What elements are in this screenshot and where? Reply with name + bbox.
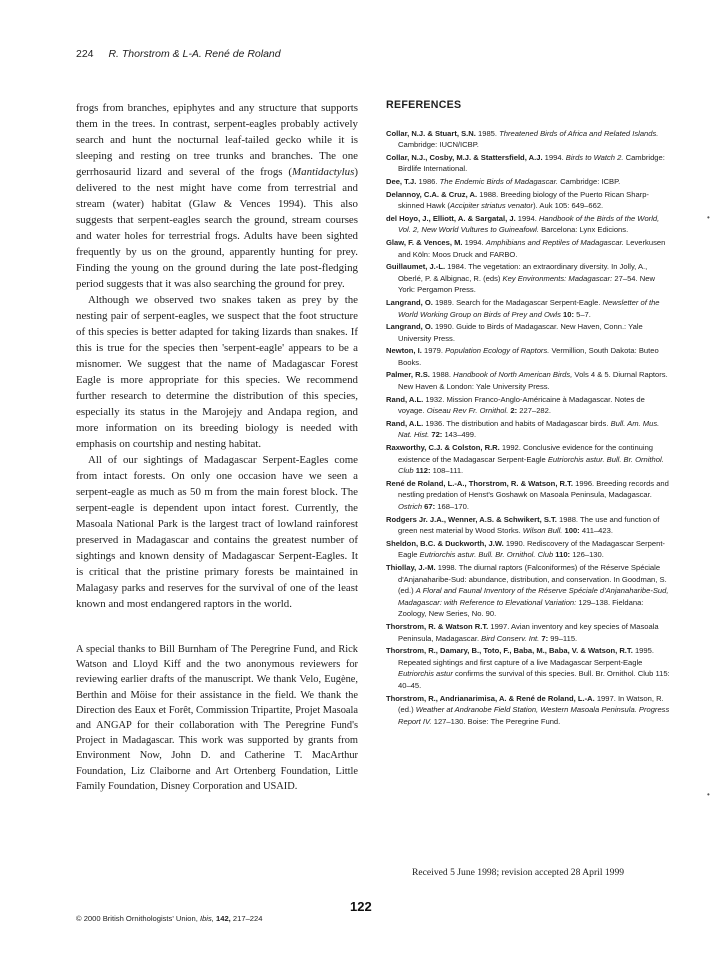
- reference-authors: Rand, A.L.: [386, 394, 424, 404]
- reference-rest: Vols 4 & 5. Diurnal Raptors. New Haven & London: Yale University Press.: [398, 370, 668, 392]
- reference-volume: 7:: [539, 633, 549, 643]
- reference-text: 1992. Conclusive evidence for the continuing existence of the Madagascar Serpent-Eagle: [398, 443, 654, 464]
- reference-title: Key Environments: Madagascar:: [502, 273, 613, 283]
- body-paragraph-1-text: frogs from branches, epiphytes and any structure that supports them in the trees. In contrast, serpent-eagles probably actively search and hunt the nocturnal leaf-tailed gecko while it is sleeping and resting on tree trunks and branches. The one gerrhosaurid lizard and several of the frogs (: [76, 102, 358, 178]
- reference-authors: Newton, I.: [386, 346, 422, 356]
- reference-entry: [386, 645, 672, 691]
- reference-title: Wilson Bull.: [522, 526, 563, 536]
- genus-name: Mantidactylus: [292, 166, 355, 178]
- body-paragraph-1-rest: ) delivered to the nest might have come from terrestrial and stream (water) habitat (Glaw & Vences 1994). This also suggests that serpent-eagles search the ground, stream courses and water holes for terrestrial frogs. Adults have been sighted frequently by us on the ground, apparently hunting for prey. Finding the young on the ground during the late post-fledging period suggests that it was also searching the ground for prey.: [76, 166, 358, 290]
- reference-entry: [386, 418, 672, 441]
- reference-volume: 2:: [508, 406, 518, 416]
- reference-volume: 112:: [413, 466, 431, 476]
- reference-volume: 10:: [560, 309, 574, 319]
- footer-journal: Ibis,: [199, 914, 214, 923]
- received-note: Received 5 June 1998; revision accepted 28 April 1999: [412, 867, 625, 878]
- reference-rest: 99–115.: [548, 633, 578, 643]
- reference-authors: René de Roland, L.-A., Thorstrom, R. & Watson, R.T.: [386, 478, 574, 488]
- reference-text: 1979.: [421, 346, 446, 356]
- body-text-column: [76, 100, 358, 794]
- reference-text: 1986.: [416, 176, 440, 186]
- reference-title: Bird Conserv. Int.: [481, 633, 540, 643]
- reference-authors: Sheldon, B.C. & Duckworth, J.W.: [386, 538, 504, 548]
- reference-title: Bull. Am. Mus. Nat. Hist.: [398, 418, 660, 440]
- footer-pages: 217–224: [230, 914, 263, 923]
- header-authors: R. Thorstrom & L-A. René de Roland: [108, 48, 281, 60]
- reference-entry: [386, 514, 672, 537]
- reference-entry: [386, 297, 672, 320]
- reference-rest: Leverkusen and Köln: Moos Druck and FARBO.: [398, 237, 666, 259]
- reference-title: The Endemic Birds of Madagascar.: [439, 176, 558, 186]
- reference-rest: Vermillion, South Dakota: Buteo Books.: [398, 346, 659, 367]
- reference-title: Eutriorchis astur. Bull. Br. Ornithol. Club: [398, 454, 664, 476]
- reference-title: Birds to Watch 2.: [565, 152, 624, 162]
- reference-title: Amphibians and Reptiles of Madagascar.: [485, 237, 624, 247]
- running-header: [76, 48, 281, 60]
- reference-entry: [386, 621, 672, 644]
- reference-entry: [386, 345, 672, 368]
- reference-title: Weather at Andranobe Field Station, Western Masoala Peninsula. Progress Report IV.: [398, 705, 670, 726]
- reference-rest: 129–138. Fieldana: Zoology, New Series, No. 90.: [398, 597, 644, 619]
- reference-title: Eutriorchis astur. Bull. Br. Ornithol. Club: [419, 550, 554, 560]
- reference-volume: 67:: [422, 502, 436, 511]
- reference-authors: Thiollay, J.-M.: [386, 562, 436, 572]
- reference-rest: 168–170.: [435, 502, 469, 511]
- reference-rest: ). Auk 105: 649–662.: [533, 201, 604, 211]
- header-page-number: 224: [76, 48, 94, 60]
- reference-authors: Thorstrom, R., Andrianarimisa, A. & René de Roland, L.-A.: [386, 693, 595, 703]
- center-page-number: 122: [350, 899, 372, 914]
- reference-text: 1988. Breeding biology of the Puerto Rican Sharp-skinned Hawk (: [398, 189, 649, 211]
- reference-volume: 110:: [553, 550, 571, 560]
- reference-entry: [386, 693, 672, 728]
- reference-rest: confirms the survival of this species. Bull. Br. Ornithol. Club 115: 40–45.: [398, 669, 670, 690]
- reference-rest: 108–111.: [430, 466, 464, 476]
- reference-entry: [386, 478, 672, 513]
- references-heading: REFERENCES: [386, 99, 462, 111]
- reference-rest: 227–282.: [517, 406, 551, 416]
- reference-rest: 27–54. New York: Pergamon Press.: [398, 273, 655, 295]
- reference-authors: Raxworthy, C.J. & Colston, R.R.: [386, 443, 500, 453]
- reference-title: A Floral and Faunal Inventory of the Réserve Spéciale d'Anjanaharibe-Sud, Madagascar: with Reference to Elevational Variation:: [398, 586, 669, 607]
- reference-text: 1932. Mission Franco-Anglo-Américaine à Madagascar. Notes de voyage.: [398, 394, 645, 416]
- reference-entry: [386, 189, 672, 212]
- reference-authors: Guillaumet, J.-L.: [386, 262, 446, 272]
- reference-volume: 100:: [562, 526, 580, 536]
- reference-entry: [386, 261, 672, 296]
- reference-text: 1998. The diurnal raptors (Falconiformes) of the Réserve Spéciale d'Anjanaharibe-Sud: abundance, distribution, and conservation. In Goodman, S. (ed.): [398, 562, 667, 596]
- reference-title: Handbook of North American Birds,: [453, 370, 573, 380]
- reference-authors: Thorstrom, R. & Watson R.T.: [386, 621, 489, 631]
- reference-rest: Cambridge: IUCN/ICBP.: [398, 140, 479, 150]
- margin-mark: •: [707, 790, 710, 799]
- body-paragraph-3: All of our sightings of Madagascar Serpent-Eagles come from intact forests. On only one occasion have we seen a serpent-eagle as much as 50 m from the main forest block. The serpent-eagle is dependent upon intact forest. Currently, the Masoala National Park is the largest tract of lowland rainforest preserved in Madagascar and contains the greatest number of sightings and known density of Madagascar Serpent-Eagles. It is critical that the pristine primary forests be maintained in Malagasy parks and reserves for the survival of one of the least known and most endangered raptors in the world.: [76, 454, 358, 610]
- reference-rest: 143–499.: [442, 430, 477, 440]
- reference-text: 1990. Rediscovery of the Madagascar Serpent-Eagle: [398, 538, 665, 560]
- reference-text: 1994.: [462, 237, 486, 247]
- reference-title: Newsletter of the World Working Group on Birds of Prey and Owls: [398, 297, 660, 319]
- reference-text: 1936. The distribution and habits of Madagascar birds.: [423, 418, 611, 428]
- reference-volume: 72:: [429, 430, 443, 440]
- reference-rest: 126–130.: [570, 550, 604, 560]
- reference-entry: [386, 321, 672, 344]
- reference-rest: 411–423.: [579, 526, 613, 536]
- reference-authors: Collar, N.J., Cosby, M.J. & Stattersfield, A.J.: [386, 152, 543, 162]
- reference-text: 1988. The use and function of green nest material by Wood Storks.: [398, 514, 660, 536]
- reference-rest: 5–7.: [574, 309, 591, 319]
- references-column: [386, 100, 672, 728]
- body-paragraph-1: [76, 100, 358, 292]
- reference-text: 1985.: [475, 128, 500, 138]
- reference-authors: del Hoyo, J., Elliott, A. & Sargatal, J.: [386, 213, 516, 223]
- reference-entry: [386, 562, 672, 620]
- reference-authors: Delannoy, C.A. & Cruz, A.: [386, 189, 478, 199]
- reference-text: 1994.: [515, 213, 539, 223]
- reference-text: 1995. Repeated sightings and first capture of a live Madagascar Serpent-Eagle: [398, 646, 654, 667]
- reference-entry: [386, 369, 672, 392]
- reference-entry: [386, 237, 672, 260]
- reference-text: 1989. Search for the Madagascar Serpent-Eagle.: [432, 297, 603, 307]
- acknowledgements: A special thanks to Bill Burnham of The Peregrine Fund, and Rick Watson and Lloyd Kiff and the two anonymous reviewers for reviewing earlier drafts of the manuscript. We thank Velo, Eugène, Berthin and Möise for their assistance in the field. We thank the Direction des Eaux et Forêt, Commission Tripartite, Projet Masoala and ANGAP for their collaboration with The Peregrine Fund's Project in Madagascar. This work was supported by grants from Environment Now, John D. and Catherine T. MacArthur Foundation, Liz Claiborne and Art Ortenberg Foundation, Little Family Foundation, Disney Corporation and USAID.: [76, 644, 358, 792]
- reference-rest: Barcelona: Lynx Edicions.: [538, 225, 629, 235]
- copyright-footer: [76, 914, 262, 923]
- reference-title: Eutriorchis astur: [398, 669, 453, 679]
- reference-text: 1988.: [429, 370, 454, 380]
- reference-title: Accipiter striatus venator: [449, 201, 534, 211]
- reference-entry: [386, 213, 672, 236]
- reference-title: Population Ecology of Raptors.: [445, 346, 550, 356]
- footer-copyright: © 2000 British Ornithologists' Union,: [76, 914, 200, 923]
- reference-list: [386, 128, 672, 728]
- reference-text: 1984. The vegetation: an extraordinary diversity. In Jolly, A., Oberlé, P. & Albignac, R. (eds): [398, 262, 648, 283]
- footer-volume: 142,: [213, 914, 231, 923]
- reference-authors: Collar, N.J. & Stuart, S.N.: [386, 128, 476, 138]
- reference-authors: Rodgers Jr. J.A., Wenner, A.S. & Schwikert, S.T.: [386, 514, 557, 524]
- reference-authors: Langrand, O.: [386, 297, 433, 307]
- reference-entry: [386, 538, 672, 561]
- reference-entry: [386, 394, 672, 417]
- reference-authors: Langrand, O.: [386, 322, 433, 332]
- reference-rest: Cambridge: Birdlife International.: [398, 152, 665, 174]
- reference-text: 1994.: [542, 152, 566, 162]
- body-paragraph-2: Although we observed two snakes taken as prey by the nesting pair of serpent-eagles, we suspect that the foot structure of this species is better adapted for taking lizards than snakes. If this is true for the species then 'serpent-eagle' appears to be a misnomer. We suggest that the name of Madagascar Forest Eagle is more appropriate for this species. We recommend further research to determine the distribution of this species, especially its status in the Marojejy and Andapa region, and more information on its breeding biology is needed with emphasis on courtship and nesting habitat.: [76, 294, 358, 450]
- reference-rest: Cambridge: ICBP.: [557, 176, 621, 186]
- reference-entry: [386, 176, 672, 188]
- reference-title: Threatened Birds of Africa and Related Islands.: [499, 128, 659, 138]
- reference-entry: [386, 152, 672, 175]
- reference-authors: Rand, A.L.: [386, 418, 424, 428]
- reference-rest: 127–130. Boise: The Peregrine Fund.: [431, 716, 561, 726]
- reference-authors: Thorstrom, R., Damary, B., Toto, F., Baba, M., Baba, V. & Watson, R.T.: [386, 646, 633, 656]
- reference-authors: Palmer, R.S.: [386, 370, 430, 380]
- reference-text: 1990. Guide to Birds of Madagascar. New Haven, Conn.: Yale University Press.: [398, 322, 643, 343]
- reference-text: 1996. Breeding records and nestling predation of Henst's Goshawk on Masoala Peninsula, Madagascar.: [398, 478, 669, 500]
- margin-mark: •: [707, 213, 710, 222]
- reference-text: 1997. In Watson, R. (ed.): [398, 693, 664, 715]
- reference-entry: [386, 442, 672, 477]
- reference-authors: Dee, T.J.: [386, 176, 417, 186]
- reference-title: Oiseau Rev Fr. Ornithol.: [426, 406, 509, 416]
- reference-title: Handbook of the Birds of the World, Vol. 2, New World Vultures to Guineafowl.: [398, 213, 660, 235]
- reference-entry: [386, 128, 672, 151]
- reference-text: 1997. Avian inventory and key species of Masoala Peninsula, Madagascar.: [398, 621, 659, 643]
- reference-authors: Glaw, F. & Vences, M.: [386, 237, 463, 247]
- reference-title: Ostrich: [398, 502, 423, 511]
